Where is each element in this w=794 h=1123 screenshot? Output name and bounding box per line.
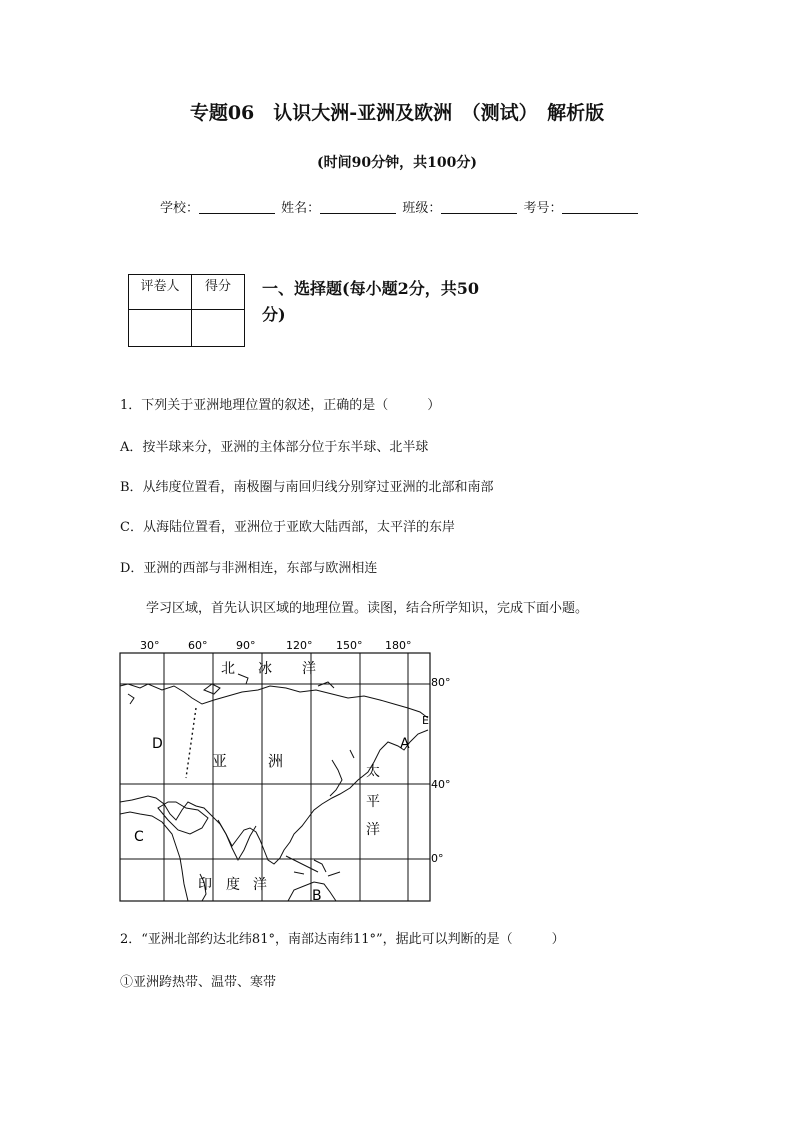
- lon-label-150: 150°: [336, 639, 363, 652]
- exam-number-label: 考号：: [523, 201, 563, 216]
- asia-map: [118, 638, 468, 906]
- lat-label-40: 40°: [431, 778, 451, 791]
- question-1-option-a: A．按半球来分，亚洲的主体部分位于东半球、北半球: [120, 440, 429, 455]
- question-1-option-b: B．从纬度位置看，南极圈与南回归线分别穿过亚洲的北部和南部: [120, 480, 494, 495]
- school-label: 学校：: [160, 201, 200, 216]
- grader-cell: [129, 310, 192, 347]
- ural-boundary: [186, 708, 196, 778]
- exam-number-blank[interactable]: [562, 201, 638, 214]
- class-blank[interactable]: [441, 201, 517, 214]
- label-pacific-yang: 洋: [366, 822, 380, 838]
- section-heading: [262, 276, 532, 328]
- page-subtitle: (时间90分钟，共100分): [317, 155, 477, 171]
- score-header: 得分: [192, 275, 245, 310]
- label-point-e: E: [422, 714, 429, 727]
- question-2-stem: 2．“亚洲北部约达北纬81°，南部达南纬11°”，据此可以判断的是（ ）: [120, 932, 565, 947]
- name-blank[interactable]: [320, 201, 396, 214]
- map-frame: [120, 653, 430, 901]
- label-point-c: C: [134, 829, 144, 845]
- label-ping: 平: [366, 794, 380, 810]
- question-2-item-1: ①亚洲跨热带、温带、寒带: [120, 975, 277, 990]
- question-1-option-c: C．从海陆位置看，亚洲位于亚欧大陆西部，太平洋的东岸: [120, 520, 455, 535]
- label-bei: 北: [221, 661, 235, 677]
- grader-header: 评卷人: [129, 275, 192, 310]
- map-intro-text: 学习区域，首先认识区域的地理位置。读图，结合所学知识，完成下面小题。: [146, 601, 589, 616]
- label-du: 度: [226, 877, 240, 893]
- eurasia-coastline: [120, 684, 428, 864]
- label-yin: 印: [198, 877, 212, 893]
- lat-label-80: 80°: [431, 676, 451, 689]
- africa-coastline: [120, 812, 188, 901]
- student-info-line: [160, 197, 640, 216]
- label-yang: 洋: [302, 661, 316, 677]
- section-heading-line2: 分): [262, 305, 286, 324]
- school-blank[interactable]: [199, 201, 275, 214]
- section-heading-line1: 一、选择题(每小题2分，共50: [262, 279, 479, 298]
- label-point-d: D: [152, 736, 163, 752]
- label-point-a: A: [400, 736, 410, 752]
- page-title: 专题06 认识大洲-亚洲及欧洲 （测试） 解析版: [189, 102, 605, 124]
- lon-label-120: 120°: [286, 639, 313, 652]
- label-bing: 冰: [258, 661, 272, 677]
- lon-label-30: 30°: [140, 639, 160, 652]
- label-indian-yang: 洋: [253, 877, 267, 893]
- japan-islands: [330, 750, 354, 796]
- score-table: [128, 274, 245, 347]
- label-zhou: 洲: [268, 752, 284, 770]
- question-1-stem: 1．下列关于亚洲地理位置的叙述，正确的是（ ）: [120, 398, 441, 413]
- class-label: 班级：: [402, 201, 442, 216]
- lon-label-180: 180°: [385, 639, 412, 652]
- map-grid: [120, 653, 430, 901]
- lon-label-60: 60°: [188, 639, 208, 652]
- question-1-option-d: D．亚洲的西部与非洲相连，东部与欧洲相连: [120, 561, 378, 576]
- lon-label-90: 90°: [236, 639, 256, 652]
- label-tai: 太: [366, 764, 380, 780]
- label-point-b: B: [312, 888, 322, 904]
- name-label: 姓名：: [281, 201, 321, 216]
- label-ya: 亚: [212, 752, 228, 770]
- lat-label-0: 0°: [431, 852, 444, 865]
- score-cell: [192, 310, 245, 347]
